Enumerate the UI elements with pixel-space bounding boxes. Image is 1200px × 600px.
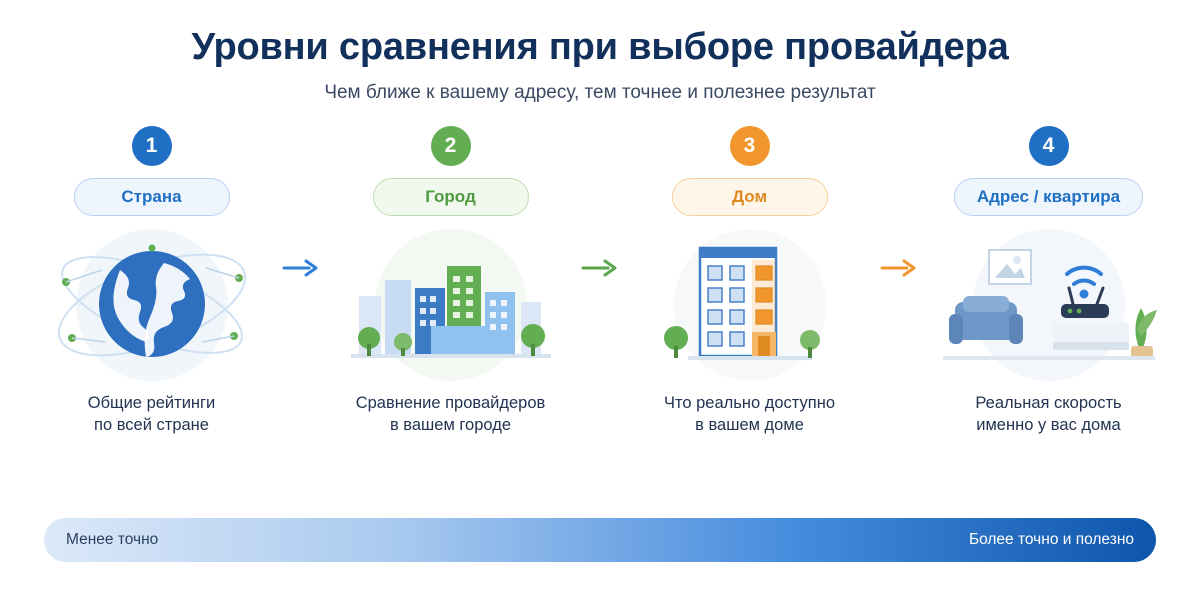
step-2-caption-line-2: в вашем городе <box>389 415 512 434</box>
step-3-caption-line-1: Что реально доступно <box>663 393 836 412</box>
scale-right-label: Более точно и полезно <box>968 531 1134 548</box>
step-1-badge: 1 <box>132 126 172 166</box>
step-house <box>622 126 877 437</box>
step-1-caption <box>88 392 216 437</box>
step-4-label: Адрес / квартира <box>954 178 1143 216</box>
city-illustration <box>335 230 567 380</box>
step-2-caption <box>356 392 546 437</box>
arrow-2-to-3 <box>578 258 622 278</box>
arrow-3-to-4 <box>877 258 921 278</box>
step-3-caption-line-2: в вашем доме <box>695 415 804 434</box>
step-4-caption-line-2: именно у вас дома <box>976 415 1121 434</box>
step-3-caption <box>664 392 835 437</box>
step-4-caption-line-1: Реальная скорость <box>975 393 1122 412</box>
step-2-badge: 2 <box>431 126 471 166</box>
step-1-caption-line-2: по всей стране <box>94 415 209 434</box>
building-illustration <box>634 230 866 380</box>
step-1-caption-line-1: Общие рейтинги <box>87 393 216 412</box>
step-4-caption <box>975 392 1121 437</box>
step-2-caption-line-1: Сравнение провайдеров <box>355 393 546 412</box>
step-4-badge: 4 <box>1029 126 1069 166</box>
apartment-wifi-illustration <box>933 230 1165 380</box>
globe-illustration <box>36 230 268 380</box>
precision-scale-bar <box>44 518 1156 562</box>
step-3-badge: 3 <box>730 126 770 166</box>
step-2-label: Город <box>373 178 529 216</box>
step-1-label: Страна <box>74 178 230 216</box>
page-title: Уровни сравнения при выборе провайдера <box>191 26 1009 68</box>
step-country <box>24 126 279 437</box>
steps-row <box>0 126 1200 437</box>
arrow-1-to-2 <box>279 258 323 278</box>
scale-left-label: Менее точно <box>66 531 159 548</box>
header <box>0 0 1200 104</box>
step-3-label: Дом <box>672 178 828 216</box>
step-address <box>921 126 1176 437</box>
step-city <box>323 126 578 437</box>
page-subtitle: Чем ближе к вашему адресу, тем точнее и полезнее результат <box>324 81 876 103</box>
